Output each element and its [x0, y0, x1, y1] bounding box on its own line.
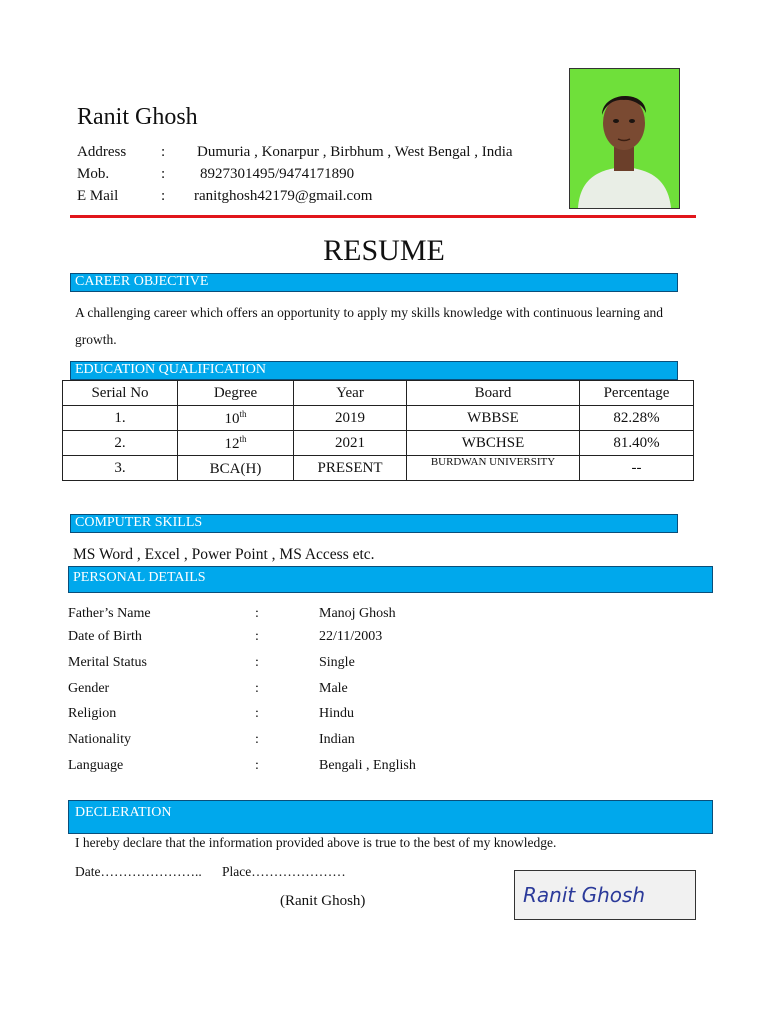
- year-cell: 2019: [294, 406, 407, 431]
- percentage-cell: --: [580, 456, 694, 481]
- address-label: Address: [77, 144, 127, 160]
- date-field: Date…………………..: [75, 864, 202, 879]
- mobile-label: Mob.: [77, 166, 110, 182]
- education-header-row: [63, 381, 694, 406]
- computer-skills-heading: COMPUTER SKILLS: [70, 514, 678, 533]
- email-colon: :: [161, 188, 166, 204]
- marital-status-value: Single: [319, 655, 355, 670]
- computer-skills-text: MS Word , Excel , Power Point , MS Access etc.: [73, 546, 375, 563]
- signature-graphic: [515, 871, 695, 919]
- place-field: Place…………………: [222, 864, 346, 879]
- marital-status-colon: :: [255, 655, 259, 670]
- father-name-value: Manoj Ghosh: [319, 606, 396, 621]
- religion-value: Hindu: [319, 706, 354, 721]
- email-value: ranitghosh42179@gmail.com: [194, 188, 373, 204]
- religion-label: Religion: [68, 706, 117, 721]
- gender-value: Male: [319, 681, 348, 696]
- religion-colon: :: [255, 706, 259, 721]
- col-year-header: Year: [294, 381, 407, 406]
- nationality-label: Nationality: [68, 732, 131, 747]
- col-serial-header: Serial No: [63, 381, 178, 406]
- dob-colon: :: [255, 629, 259, 644]
- education-table: [62, 380, 694, 481]
- nationality-value: Indian: [319, 732, 355, 747]
- marital-status-label: Merital Status: [68, 655, 147, 670]
- personal-details-heading: PERSONAL DETAILS: [68, 566, 713, 593]
- address-colon: :: [161, 144, 166, 160]
- applicant-name-line: (Ranit Ghosh): [280, 893, 366, 909]
- year-cell: PRESENT: [294, 456, 407, 481]
- table-row: [63, 406, 694, 431]
- mobile-colon: :: [161, 166, 166, 182]
- col-board-header: Board: [407, 381, 580, 406]
- mobile-value: 8927301495/9474171890: [200, 166, 355, 182]
- page-title: RESUME: [323, 234, 445, 267]
- degree-cell: [178, 406, 294, 431]
- gender-label: Gender: [68, 681, 110, 696]
- header-divider: [70, 215, 696, 218]
- dob-value: 22/11/2003: [319, 629, 383, 644]
- year-cell: 2021: [294, 431, 407, 456]
- serial-cell: 1.: [63, 406, 178, 431]
- signature-image: [514, 870, 696, 920]
- profile-photo: [569, 68, 680, 209]
- degree-suffix: th: [239, 408, 247, 419]
- degree-value: 12: [224, 435, 240, 452]
- signature-text: Ranit Ghosh: [523, 883, 646, 907]
- father-name-colon: :: [255, 606, 259, 621]
- language-value: Bengali , English: [319, 758, 416, 773]
- table-row: [63, 431, 694, 456]
- percentage-cell: 82.28%: [580, 406, 694, 431]
- col-degree-header: Degree: [178, 381, 294, 406]
- declaration-text: I hereby declare that the information provided above is true to the best of my knowledge.: [75, 835, 557, 850]
- candidate-name: Ranit Ghosh: [77, 104, 198, 130]
- degree-cell: [178, 456, 294, 481]
- declaration-heading: DECLERATION: [68, 800, 713, 834]
- board-cell: WBBSE: [407, 406, 580, 431]
- board-cell: WBCHSE: [407, 431, 580, 456]
- table-row: [63, 456, 694, 481]
- degree-value: BCA(H): [209, 460, 262, 477]
- percentage-cell: 81.40%: [580, 431, 694, 456]
- gender-colon: :: [255, 681, 259, 696]
- board-cell: BURDWAN UNIVERSITY: [407, 456, 580, 481]
- father-name-label: Father’s Name: [68, 606, 151, 621]
- degree-suffix: th: [239, 433, 247, 444]
- career-objective-text: A challenging career which offers an opportunity to apply my skills knowledge with continuous learning and growth.: [75, 305, 663, 347]
- degree-cell: [178, 431, 294, 456]
- degree-value: 10: [224, 410, 240, 427]
- dob-label: Date of Birth: [68, 629, 142, 644]
- nationality-colon: :: [255, 732, 259, 747]
- career-objective-heading: CAREER OBJECTIVE: [70, 273, 678, 292]
- serial-cell: 3.: [63, 456, 178, 481]
- address-value: Dumuria , Konarpur , Birbhum , West Bengal , India: [197, 144, 513, 160]
- language-colon: :: [255, 758, 259, 773]
- col-percentage-header: Percentage: [580, 381, 694, 406]
- email-label: E Mail: [77, 188, 119, 204]
- language-label: Language: [68, 758, 124, 773]
- person-portrait-icon: [570, 69, 679, 208]
- serial-cell: 2.: [63, 431, 178, 456]
- education-heading: EDUCATION QUALIFICATION: [70, 361, 678, 380]
